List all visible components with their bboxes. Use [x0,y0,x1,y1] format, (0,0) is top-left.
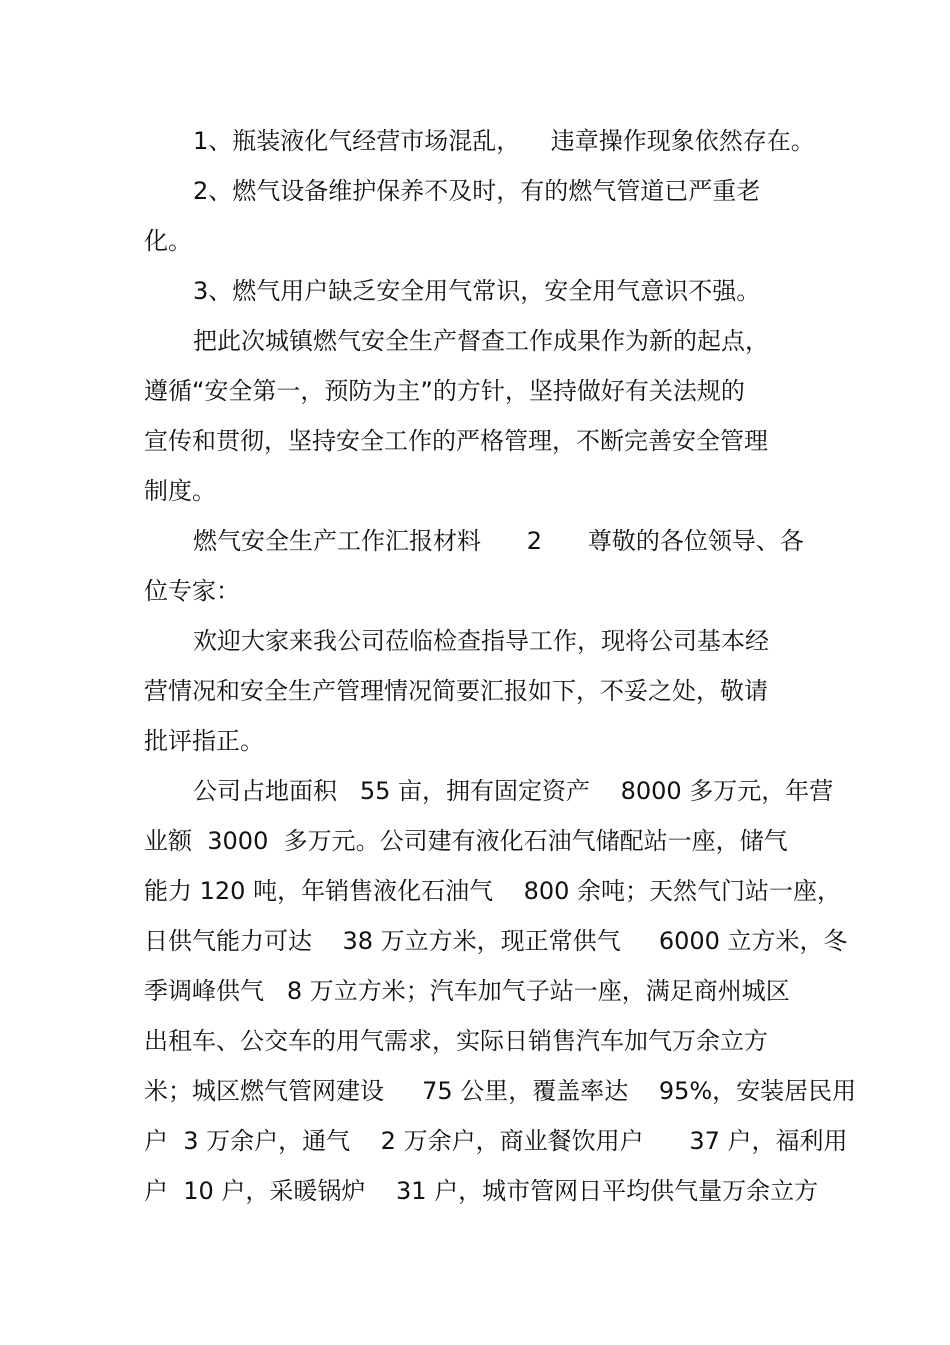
text-line-6: 遵循“安全第一，预防为主”的方针，坚持做好有关法规的 [144,377,745,405]
text-line-20: 米；城区燃气管网建设 75 公里，覆盖率达 95%，安装居民用 [144,1077,857,1105]
text-line-13: 批评指正。 [144,727,264,755]
text-line-1: 1、瓶装液化气经营市场混乱， 违章操作现象依然存在。 [193,127,815,155]
text-line-4: 3、燃气用户缺乏安全用气常识，安全用气意识不强。 [193,277,761,305]
text-line-2: 2、燃气设备维护保养不及时，有的燃气管道已严重老 [193,177,761,205]
text-line-18: 季调峰供气 8 万立方米；汽车加气子站一座，满足商州城区 [144,977,790,1005]
text-line-16: 能力 120 吨，年销售液化石油气 800 余吨；天然气门站一座， [144,877,842,905]
text-line-5: 把此次城镇燃气安全生产督查工作成果作为新的起点， [193,327,769,355]
text-line-9: 燃气安全生产工作汇报材料 2 尊敬的各位领导、各 [193,527,804,555]
text-line-7: 宣传和贯彻，坚持安全工作的严格管理，不断完善安全管理 [144,427,768,455]
text-line-22: 户 10 户，采暖锅炉 31 户，城市管网日平均供气量万余立方 [144,1177,819,1205]
text-line-15: 业额 3000 多万元。公司建有液化石油气储配站一座，储气 [144,827,788,855]
text-line-3: 化。 [144,227,192,255]
text-line-12: 营情况和安全生产管理情况简要汇报如下，不妥之处，敬请 [144,677,768,705]
text-line-10: 位专家： [144,577,240,605]
text-line-14: 公司占地面积 55 亩，拥有固定资产 8000 多万元，年营 [193,777,834,805]
text-line-21: 户 3 万余户，通气 2 万余户，商业餐饮用户 37 户，福利用 [144,1127,848,1155]
text-line-8: 制度。 [144,477,216,505]
text-line-19: 出租车、公交车的用气需求，实际日销售汽车加气万余立方 [144,1027,768,1055]
text-line-11: 欢迎大家来我公司莅临检查指导工作，现将公司基本经 [193,627,769,655]
text-line-17: 日供气能力可达 38 万立方米，现正常供气 6000 立方米，冬 [144,927,848,955]
